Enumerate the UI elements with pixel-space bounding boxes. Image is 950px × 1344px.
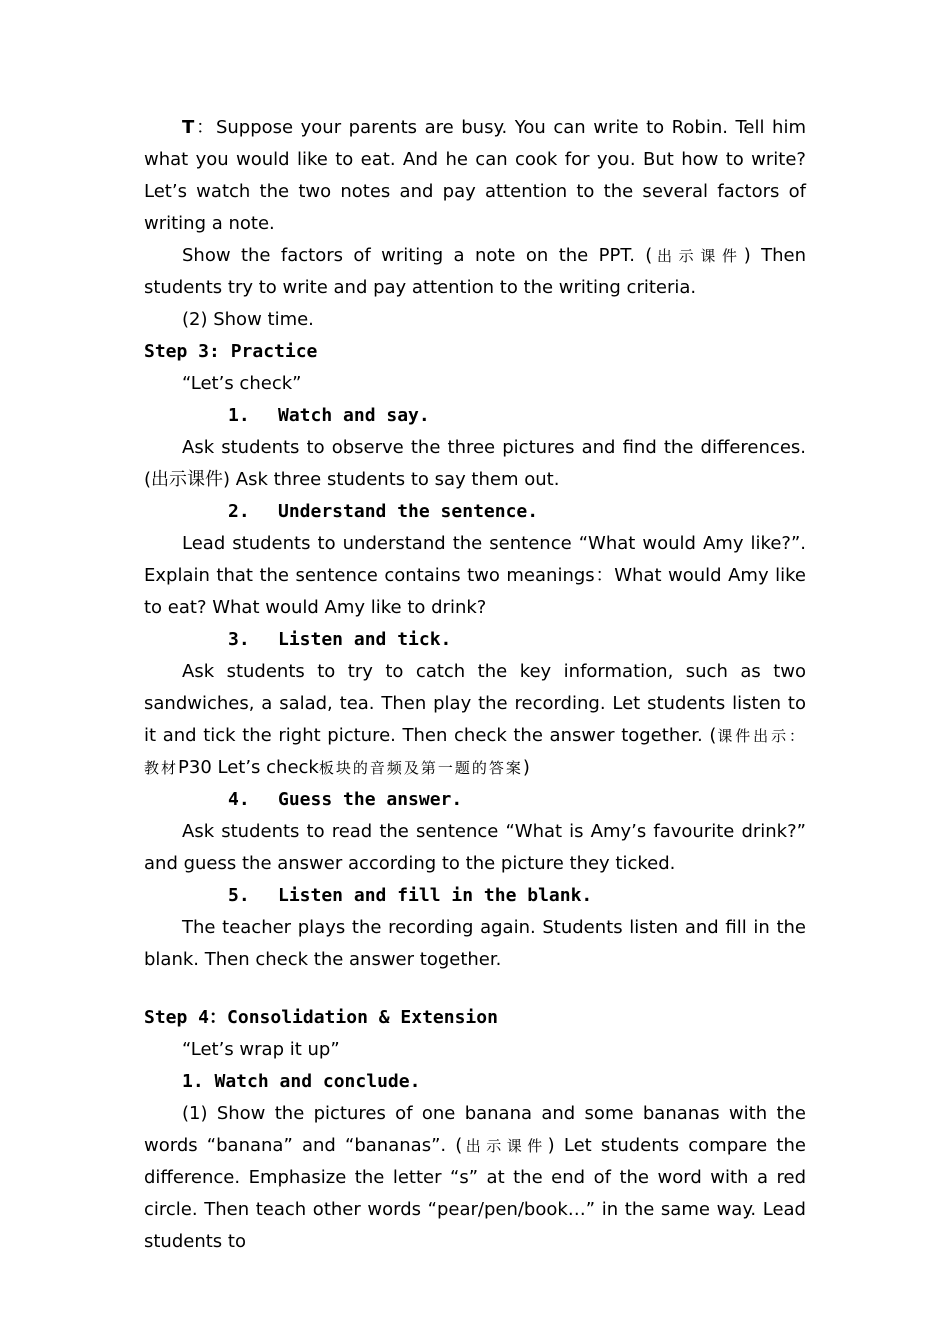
courseware-note: 出示课件 — [151, 469, 224, 490]
item-number: 1. — [228, 405, 250, 426]
step3-item-4-body: Ask students to read the sentence “What is Amy’s favourite drink?” and guess the answer according to the picture they ticked. — [144, 821, 806, 874]
courseware-note: 课件出示：教材 — [144, 727, 806, 777]
item-title: Listen and fill in the blank. — [278, 885, 593, 906]
step3-item-1-body — [144, 432, 806, 496]
step4-heading: Step 4：Consolidation & Extension — [144, 1007, 498, 1028]
paragraph-teacher-note — [144, 112, 806, 240]
paragraph-text: Suppose your parents are busy. You can write to Robin. Tell him what you would like to eat. And he can cook for you. But how to write? Let’s watch the two notes and pay attention to the several factors of writing a note. — [144, 117, 806, 234]
paragraph-show-time: (2) Show time. — [182, 309, 314, 330]
courseware-note: 出示课件 — [652, 247, 744, 265]
step3-item-3-title — [144, 624, 806, 656]
section-spacer — [144, 976, 806, 1002]
item-title: Guess the answer. — [278, 789, 463, 810]
step3-item-2-title — [144, 496, 806, 528]
speaker-colon: ： — [194, 117, 216, 138]
step3-item-5-body: The teacher plays the recording again. Students listen and fill in the blank. Then check the answer together. — [144, 917, 806, 970]
paragraph-text: (1) Show the pictures of one banana and some bananas with the words “banana” and “bananas”. ( — [144, 1103, 806, 1156]
item-number: 3. — [228, 629, 250, 650]
step4-item-1-title: 1. Watch and conclude. — [182, 1071, 421, 1092]
document-page — [144, 112, 806, 1258]
step3-subtitle: “Let’s check” — [182, 373, 302, 394]
step3-item-5-title — [144, 880, 806, 912]
paragraph-text: Ask students to try to catch the key information, such as two sandwiches, a salad, tea. Then play the recording. Let students listen to it and tick the right picture. Then check the answer together. ( — [144, 661, 806, 746]
item-number: 2. — [228, 501, 250, 522]
item-title: Understand the sentence. — [278, 501, 539, 522]
step4-subtitle: “Let’s wrap it up” — [182, 1039, 340, 1060]
step3-heading: Step 3: Practice — [144, 341, 318, 362]
courseware-note: 出示课件 — [462, 1137, 548, 1155]
paragraph-text: Ask students to observe the three pictures and find the differences. ( — [144, 437, 806, 490]
paragraph-text: ) Ask three students to say them out. — [223, 469, 560, 490]
step3-item-3-body — [144, 656, 806, 784]
paragraph-text: ) Then students try to write and pay attention to the writing criteria. — [144, 245, 806, 298]
paragraph-text: ) Let students compare the difference. Emphasize the letter “s” at the end of the word with a red circle. Then teach other words “pear/pen/book…” in the same way. Lead students to — [144, 1135, 806, 1252]
step3-item-2-body: Lead students to understand the sentence “What would Amy like?”. Explain that the sentence contains two meanings：What would Amy like to eat? What would Amy like to drink? — [144, 533, 806, 618]
item-number: 5. — [228, 885, 250, 906]
step3-item-1-title — [144, 400, 806, 432]
speaker-label: T — [182, 117, 195, 138]
step4-item-1-body — [144, 1098, 806, 1258]
item-number: 4. — [228, 789, 250, 810]
item-title: Listen and tick. — [278, 629, 452, 650]
item-title: Watch and say. — [278, 405, 430, 426]
paragraph-text: P30 Let’s check — [178, 757, 319, 778]
paragraph-factors — [144, 240, 806, 304]
paragraph-text: Show the factors of writing a note on the PPT. ( — [182, 245, 653, 266]
courseware-note: 板块的音频及第一题的答案 — [318, 759, 523, 777]
step3-item-4-title — [144, 784, 806, 816]
paragraph-text: ) — [522, 757, 530, 778]
